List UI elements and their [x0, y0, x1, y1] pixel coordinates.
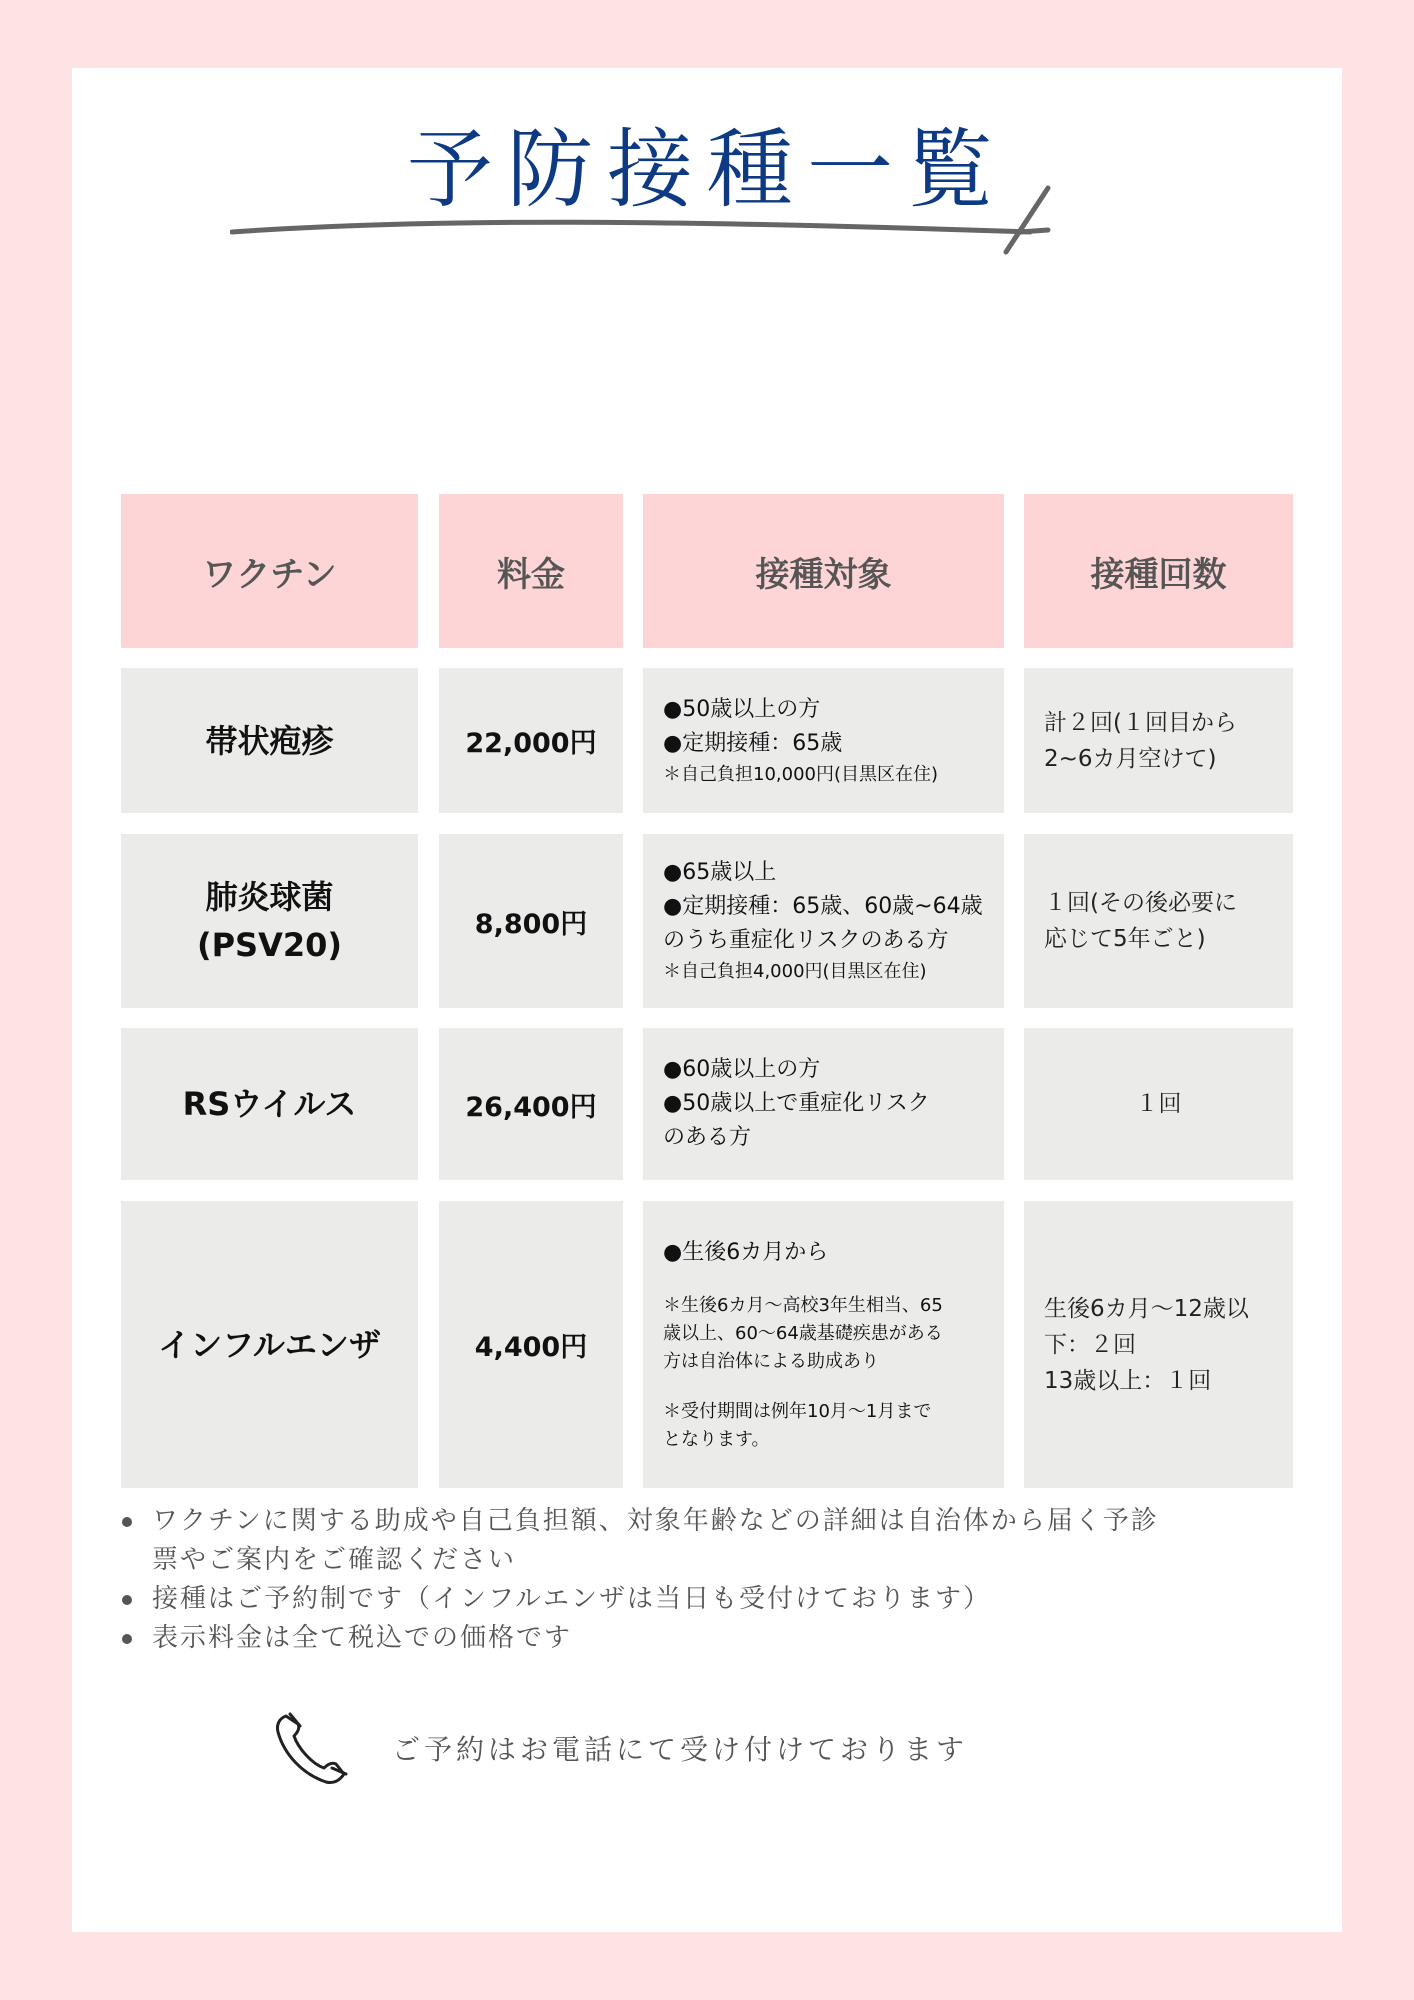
count-line: 生後6カ月〜12歳以	[1044, 1295, 1249, 1322]
vaccine-name: (PSV20)	[196, 926, 343, 964]
vaccine-name: インフルエンザ	[158, 1325, 381, 1364]
notes-list	[118, 1502, 1178, 1658]
bullet-icon	[122, 1595, 132, 1605]
target-cell	[643, 1201, 1004, 1488]
page-title: 予防接種一覧	[407, 120, 1007, 220]
target-note: ＊自己負担4,000円(目黒区在住)	[663, 961, 927, 982]
header-vaccine: ワクチン	[121, 494, 418, 648]
price-cell: 8,800円	[439, 834, 623, 1008]
count-cell	[1024, 1201, 1293, 1488]
target-cell	[643, 668, 1004, 813]
price-cell: 26,400円	[439, 1028, 623, 1180]
count-cell	[1024, 668, 1293, 813]
hand-drawn-underline	[230, 180, 1070, 280]
list-item: 接種はご予約制です（インフルエンザは当日も受付けております）	[118, 1580, 1178, 1619]
target-line: ●65歳以上	[663, 860, 777, 885]
target-line: ●生後6カ月から	[663, 1239, 829, 1265]
bullet-icon	[122, 1517, 132, 1527]
target-note: ＊自己負担10,000円(目黒区在住)	[663, 763, 939, 785]
target-cell	[643, 1028, 1004, 1180]
vaccine-name: RSウイルス	[182, 1085, 357, 1123]
target-line: のうち重症化リスクのある方	[663, 928, 949, 953]
target-note: 方は自治体による助成あり	[663, 1350, 879, 1372]
vaccine-name-cell	[121, 1028, 418, 1180]
price-cell: 4,400円	[439, 1201, 623, 1488]
contact-text: ご予約はお電話にて受け付けております	[392, 1733, 969, 1766]
header-price: 料金	[439, 494, 623, 648]
target-note: 歳以上、60〜64歳基礎疾患がある	[663, 1322, 943, 1344]
target-note: となります。	[663, 1428, 770, 1450]
vaccine-name: 肺炎球菌	[205, 878, 334, 916]
target-line: ●50歳以上の方	[663, 696, 821, 722]
count-line: 計２回(１回目から	[1044, 709, 1237, 736]
vaccine-name-cell	[121, 834, 418, 1008]
target-line: ●定期接種：65歳	[663, 730, 843, 756]
target-note: ＊受付期間は例年10月〜1月まで	[663, 1400, 932, 1422]
count-line: １回(その後必要に	[1044, 890, 1237, 916]
count-line: 応じて5年ごと)	[1044, 926, 1206, 952]
target-line: ●定期接種：65歳、60歳~64歳	[663, 894, 983, 919]
phone-icon	[272, 1708, 352, 1788]
target-line: のある方	[663, 1125, 752, 1150]
count-line: １回	[1135, 1091, 1182, 1117]
target-note: ＊生後6カ月〜高校3年生相当、65	[663, 1294, 943, 1316]
vaccine-name-cell	[121, 1201, 418, 1488]
vaccine-name: 帯状疱疹	[205, 721, 334, 760]
target-line: ●60歳以上の方	[663, 1057, 821, 1082]
list-item: 表示料金は全て税込での価格です	[118, 1619, 1178, 1658]
count-cell	[1024, 1028, 1293, 1180]
count-line: 下：２回	[1044, 1331, 1136, 1358]
count-cell	[1024, 834, 1293, 1008]
header-count: 接種回数	[1024, 494, 1293, 648]
count-line: 2~6カ月空けて)	[1044, 745, 1217, 772]
count-line: 13歳以上：１回	[1044, 1367, 1212, 1394]
target-line: ●50歳以上で重症化リスク	[663, 1091, 930, 1116]
header-target: 接種対象	[643, 494, 1004, 648]
vaccine-name-cell	[121, 668, 418, 813]
list-item: ワクチンに関する助成や自己負担額、対象年齢などの詳細は自治体から届く予診票やご案内をご確認ください	[118, 1502, 1178, 1580]
price-cell: 22,000円	[439, 668, 623, 813]
bullet-icon	[122, 1634, 132, 1644]
target-cell	[643, 834, 1004, 1008]
